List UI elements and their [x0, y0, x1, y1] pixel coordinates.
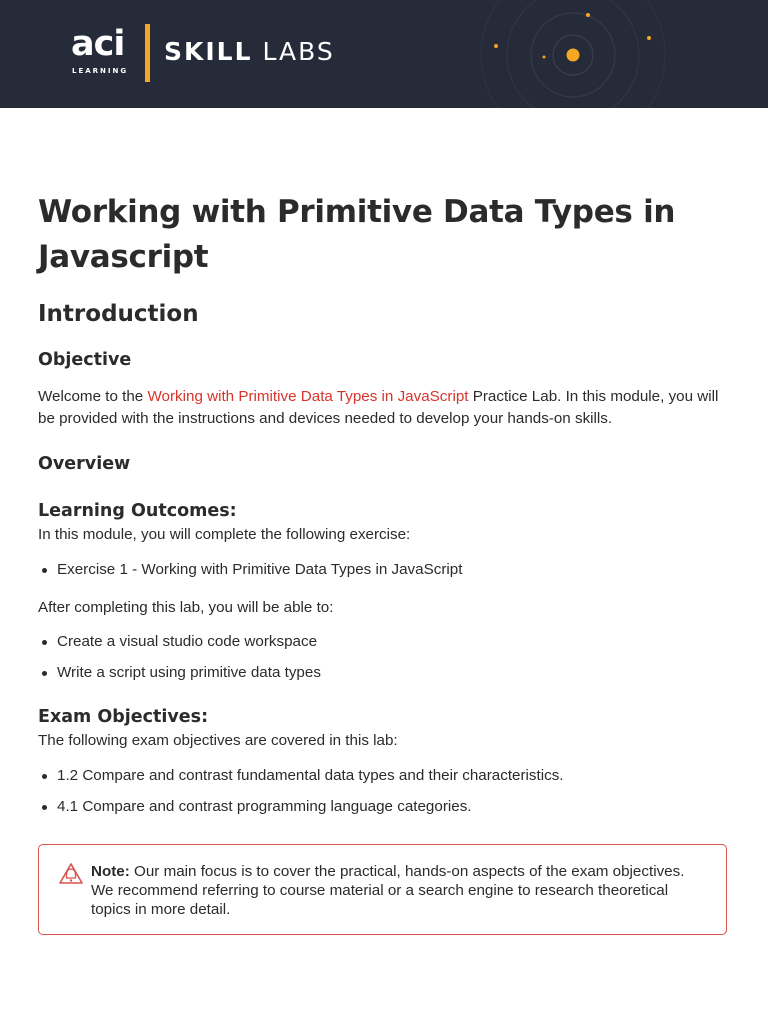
exercise-list	[38, 559, 728, 580]
skill-labs-logo	[164, 36, 335, 68]
list-item: Exercise 1 - Working with Primitive Data Types in JavaScript	[38, 559, 728, 580]
learning-outcomes-intro: In this module, you will complete the following exercise:	[38, 526, 411, 543]
logo-labs-word: LABS	[262, 37, 335, 66]
main-content	[38, 190, 728, 817]
objective-paragraph	[38, 386, 728, 429]
list-item: 4.1 Compare and contrast programming language categories.	[38, 796, 728, 817]
lab-name-link: Working with Primitive Data Types in JavaScript	[147, 388, 469, 405]
list-item: Write a script using primitive data types	[38, 662, 728, 683]
note-body: Our main focus is to cover the practical, hands-on aspects of the exam objectives. We recommend referring to course material or a search engine to research theoretical topics in more detail.	[91, 863, 685, 918]
introduction-heading: Introduction	[38, 301, 199, 327]
objective-heading: Objective	[38, 350, 132, 370]
exam-objectives-heading: Exam Objectives:	[38, 707, 209, 727]
overview-heading: Overview	[38, 454, 131, 474]
aci-logo-subtitle: LEARNING	[72, 67, 129, 75]
logo-skill-word: SKILL	[164, 37, 253, 66]
objective-text-before: Welcome to the	[38, 388, 148, 405]
aci-logo-text: aci	[71, 24, 125, 64]
list-item: Create a visual studio code workspace	[38, 631, 728, 652]
skills-intro: After completing this lab, you will be able to:	[38, 598, 334, 616]
note-box	[38, 844, 727, 935]
note-label: Note:	[91, 863, 130, 880]
orbit-decoration-icon	[440, 0, 720, 108]
page-header	[0, 0, 768, 108]
learning-outcomes-heading: Learning Outcomes:	[38, 501, 237, 521]
logo-divider	[145, 24, 150, 82]
list-item: 1.2 Compare and contrast fundamental data types and their characteristics.	[38, 765, 728, 786]
skills-list	[38, 631, 728, 683]
page-title: Working with Primitive Data Types in Javascript	[38, 194, 676, 275]
objective-text-after: Practice Lab. In this module, you will be provided with the instructions and devices needed to develop your hands-on skills.	[38, 388, 719, 427]
note-text	[91, 862, 711, 919]
exam-objectives-intro: The following exam objectives are covered in this lab:	[38, 732, 398, 749]
warning-bell-icon	[58, 862, 84, 886]
exam-objectives-list	[38, 765, 728, 817]
